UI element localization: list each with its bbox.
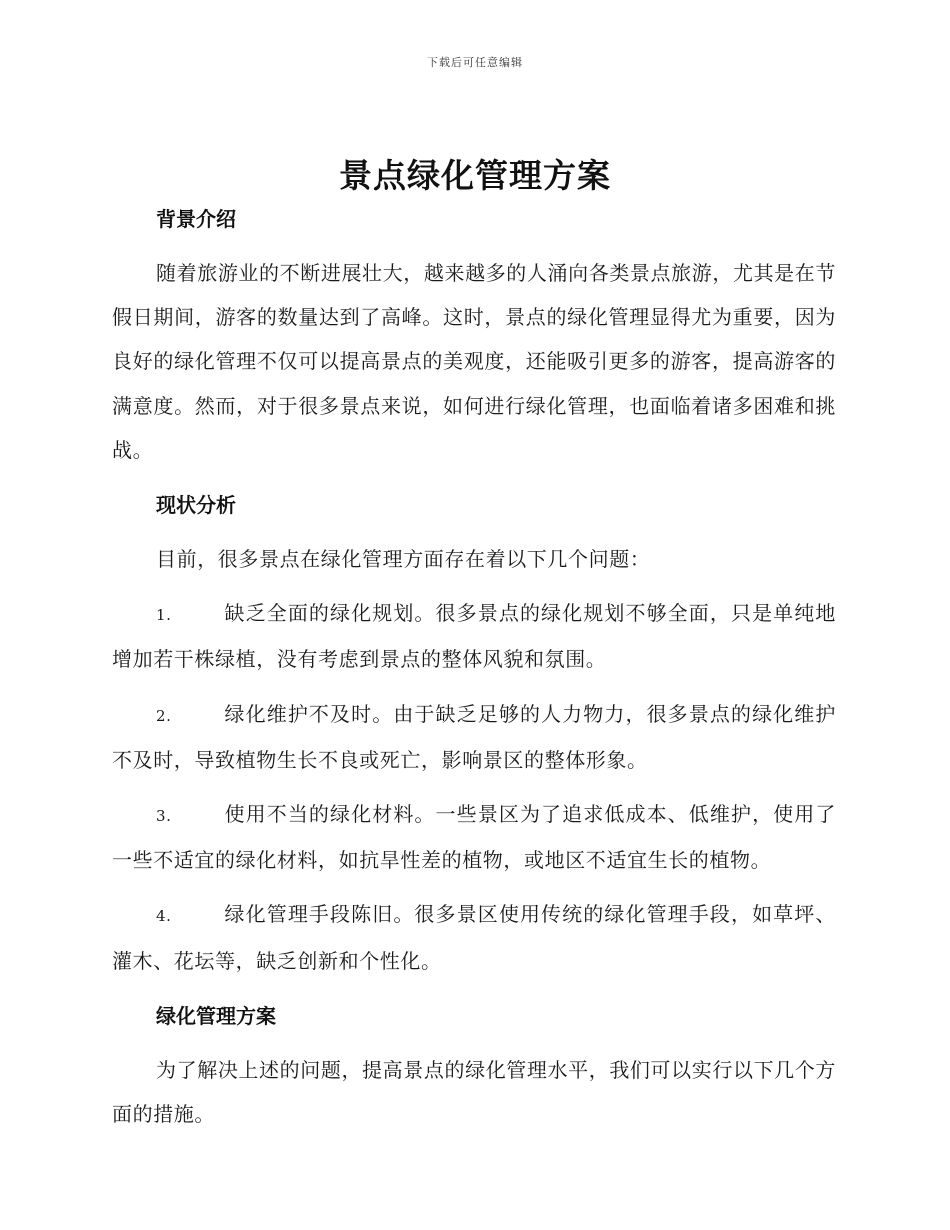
list-item-number: 2.: [156, 706, 172, 725]
section-heading-status: 现状分析: [156, 493, 236, 518]
list-item: [112, 692, 836, 782]
status-intro: 目前，很多景点在绿化管理方面存在着以下几个问题：: [156, 547, 651, 572]
background-paragraph: 随着旅游业的不断进展壮大，越来越多的人涌向各类景点旅游，尤其是在节假日期间，游客的数量达到了高峰。这时，景点的绿化管理显得尤为重要，因为良好的绿化管理不仅可以提高景点的美观度，还能吸引更多的游客，提高游客的满意度。然而，对于很多景点来说，如何进行绿化管理，也面临着诸多困难和挑战。: [112, 261, 836, 462]
section-heading-background: 背景介绍: [156, 207, 236, 231]
section-heading-plan: 绿化管理方案: [156, 1003, 276, 1028]
document-title: 景点绿化管理方案: [339, 156, 611, 195]
list-item-number: 1.: [156, 606, 172, 625]
plan-paragraph: 为了解决上述的问题，提高景点的绿化管理水平，我们可以实行以下几个方面的措施。: [112, 1057, 836, 1127]
list-item: [112, 792, 836, 882]
list-item: [112, 892, 836, 982]
list-item-number: 4.: [156, 907, 172, 926]
document-body: [112, 196, 836, 1146]
list-item-number: 3.: [156, 807, 172, 826]
list-item-text: 绿化管理手段陈旧。很多景区使用传统的绿化管理手段，如草坪、灌木、花坛等，缺乏创新和个性化。: [112, 902, 836, 973]
list-item-text: 缺乏全面的绿化规划。很多景点的绿化规划不够全面，只是单纯地增加若干株绿植，没有考虑到景点的整体风貌和氛围。: [112, 601, 836, 672]
list-item-text: 绿化维护不及时。由于缺乏足够的人力物力，很多景点的绿化维护不及时，导致植物生长不良或死亡，影响景区的整体形象。: [112, 701, 836, 772]
list-item-text: 使用不当的绿化材料。一些景区为了追求低成本、低维护，使用了一些不适宜的绿化材料，如抗旱性差的植物，或地区不适宜生长的植物。: [112, 802, 836, 873]
list-item: [112, 591, 836, 681]
header-note: 下载后可任意编辑: [427, 56, 523, 69]
